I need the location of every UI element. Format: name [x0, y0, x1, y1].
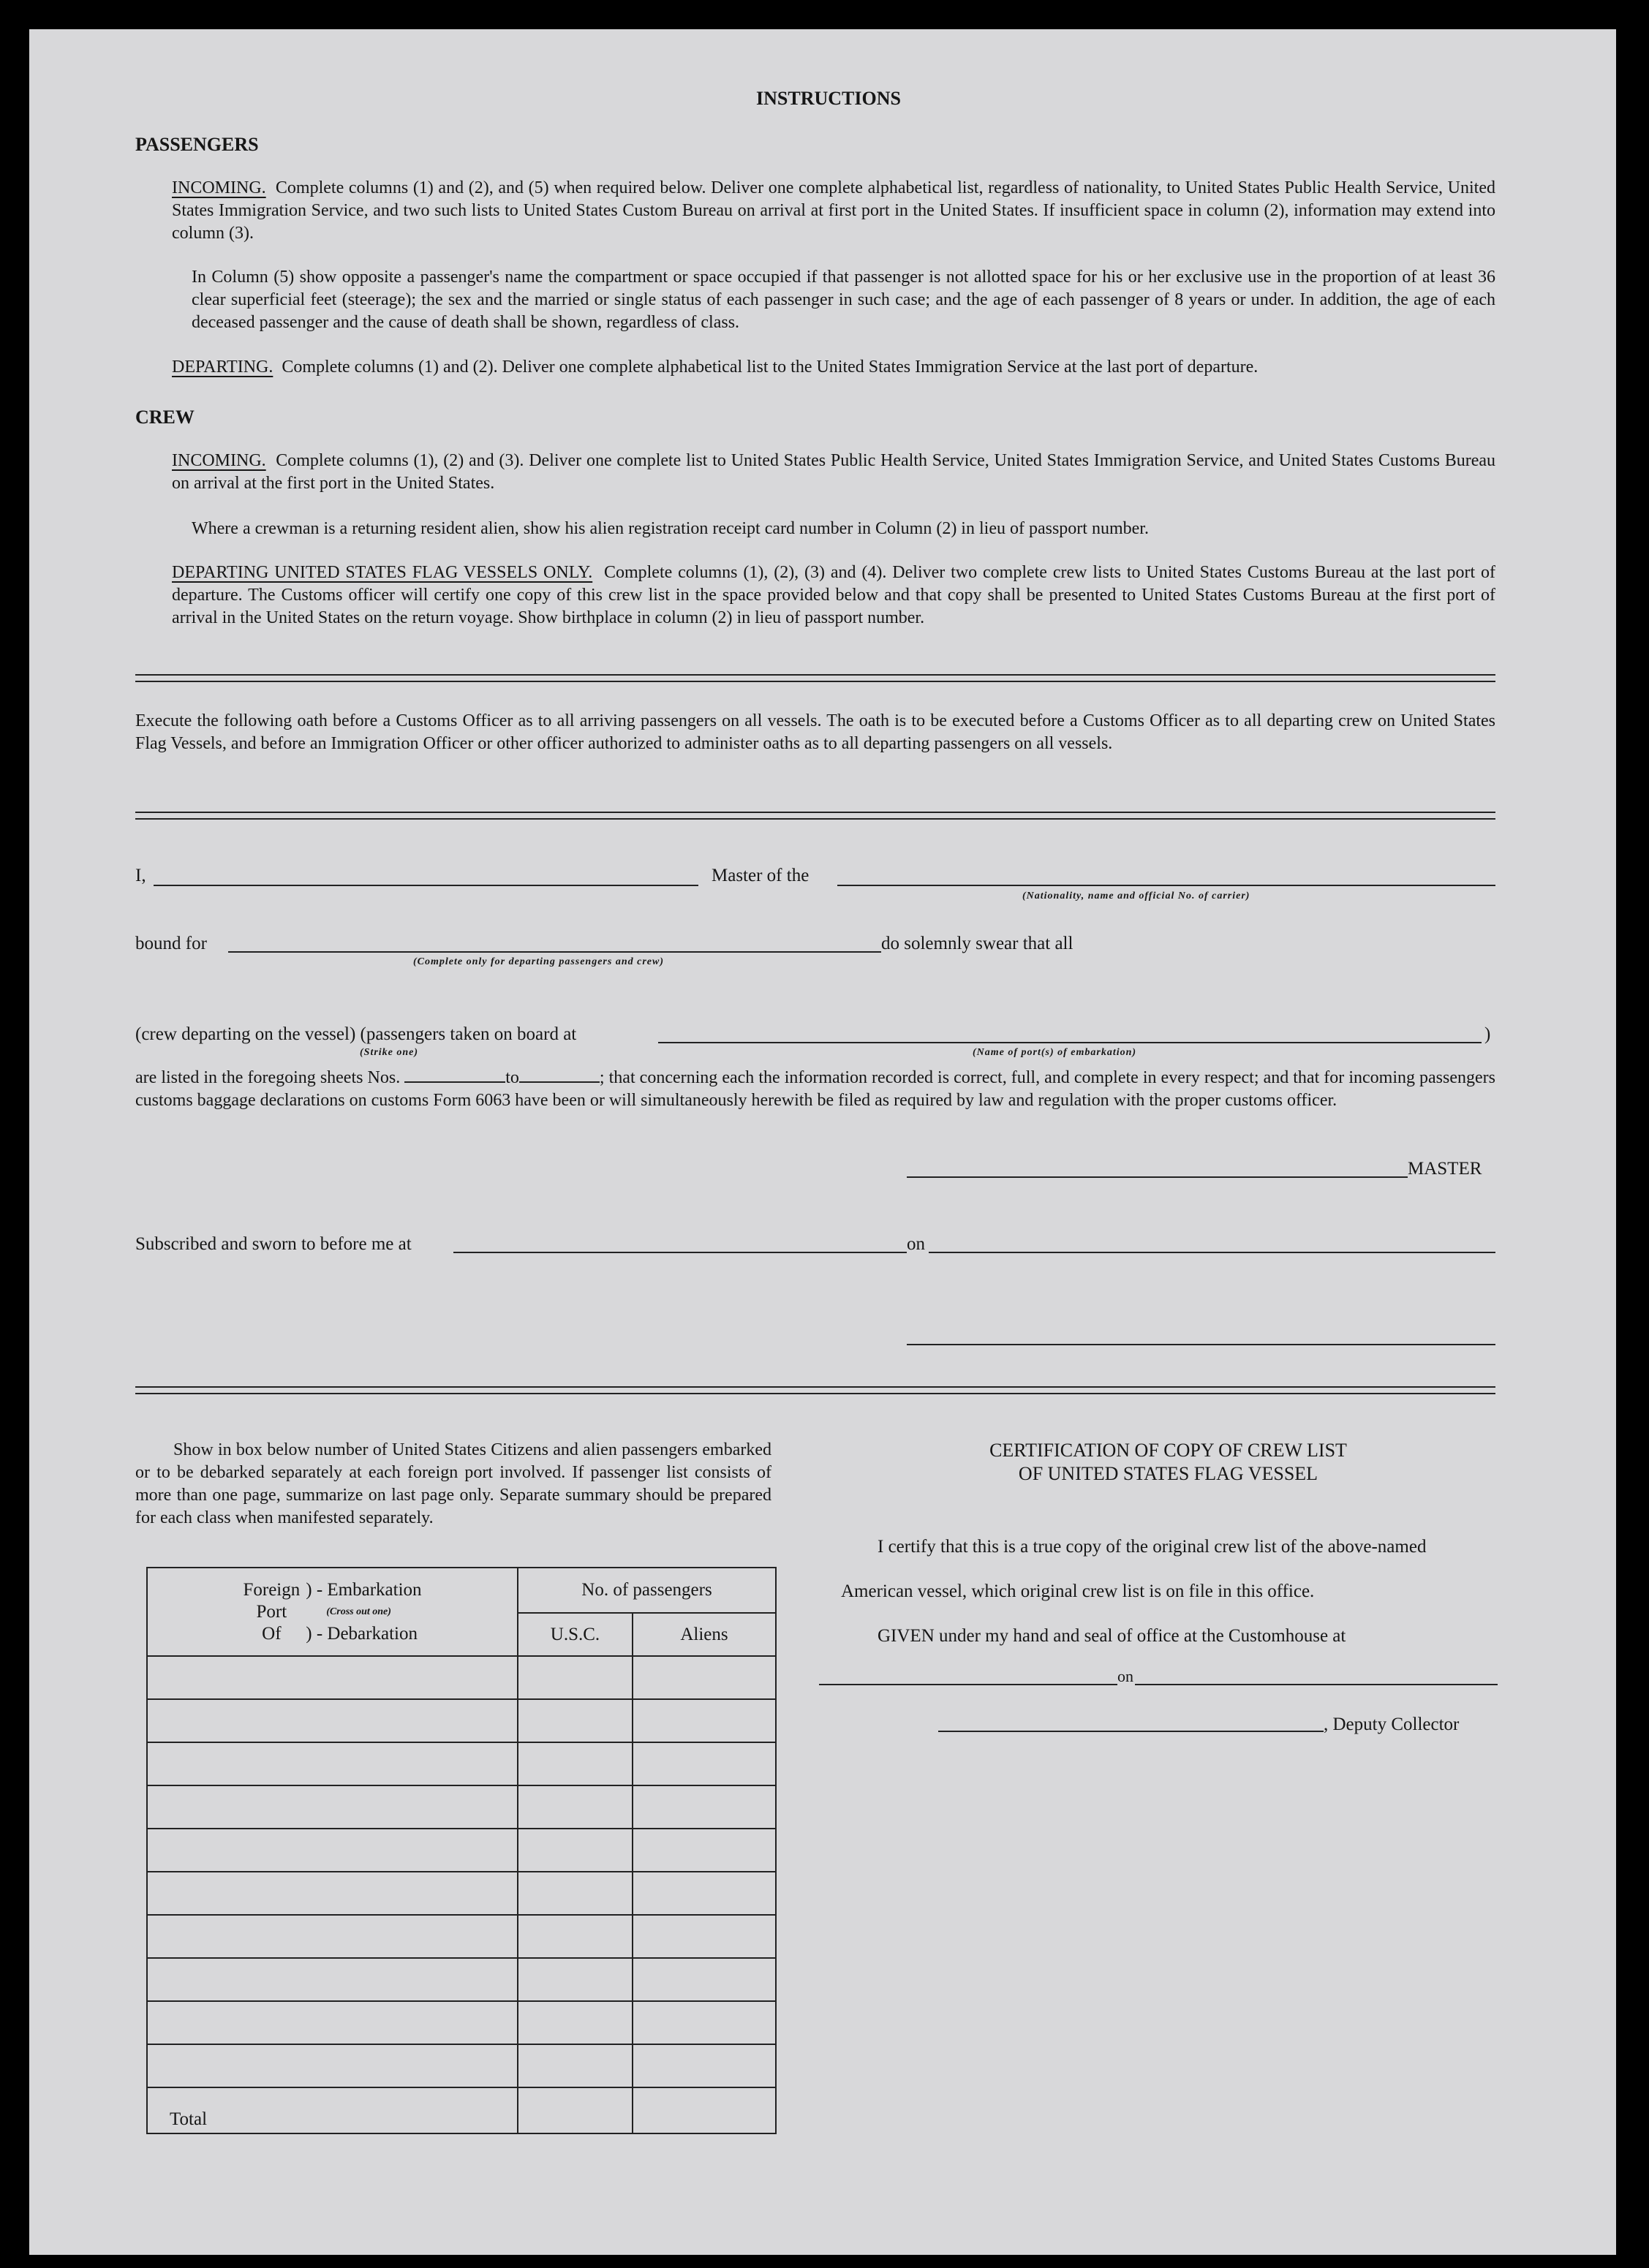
table-header-row [147, 1568, 776, 1613]
section-divider [135, 1386, 1495, 1394]
close-paren: ) [1484, 1024, 1491, 1044]
usc-cell[interactable] [518, 1699, 633, 1742]
sworn-date-field[interactable] [929, 1252, 1495, 1253]
aliens-header: Aliens [633, 1613, 776, 1656]
certification-line1: I certify that this is a true copy of the original crew list of the above-named [878, 1537, 1427, 1557]
certification-place-field[interactable] [819, 1684, 1117, 1685]
embarkation-option[interactable]: - Embarkation [316, 1579, 422, 1600]
swear-text: do solemnly swear that all [881, 934, 1073, 953]
port-cell[interactable] [147, 1742, 518, 1785]
page-title: INSTRUCTIONS [756, 88, 901, 109]
bound-for-field[interactable] [228, 951, 881, 953]
section-divider [135, 812, 1495, 820]
usc-cell[interactable] [518, 1958, 633, 2001]
usc-cell[interactable] [518, 1785, 633, 1829]
crew-departing-label: DEPARTING UNITED STATES FLAG VESSELS ONLY. [172, 563, 593, 582]
bracket-top: ) [306, 1579, 312, 1600]
aliens-cell[interactable] [633, 1829, 776, 1872]
certification-line2: American vessel, which original crew list is on file in this office. [841, 1581, 1315, 1601]
ports-caption: (Name of port(s) of embarkation) [973, 1047, 1137, 1058]
total-label: Total [147, 2087, 518, 2133]
aliens-cell[interactable] [633, 1785, 776, 1829]
bound-for-label: bound for [135, 934, 207, 953]
usc-cell[interactable] [518, 1656, 633, 1699]
crew-departing-text: Complete columns (1), (2), (3) and (4). Deliver two complete crew lists to United States Customs Bureau at the last port of departure. The Customs officer will certify one copy of this crew list in the space provided below and that copy shall be presented to United States Customs Bureau at the first port of arrival in the United States on the return voyage. Show birthplace in column (2) in lieu of passport number. [172, 563, 1495, 627]
master-name-field[interactable] [154, 885, 698, 886]
no-of-passengers-header: No. of passengers [518, 1568, 776, 1613]
of-label: Of [262, 1623, 282, 1644]
port-cell[interactable] [147, 1872, 518, 1915]
passengers-incoming-text: Complete columns (1) and (2), and (5) when required below. Deliver one complete alphabetical list, regardless of nationality, to United States Public Health Service, United States Immigration Service, and two such lists to United States Custom Bureau on arrival at first port in the United States. If insufficient space in column (2), information may extend into column (3). [172, 178, 1495, 243]
strike-one-caption: (Strike one) [360, 1047, 419, 1058]
port-cell[interactable] [147, 2044, 518, 2087]
table-row [147, 1958, 776, 2001]
listed-prefix: are listed in the foregoing sheets Nos. [135, 1068, 401, 1087]
usc-cell[interactable] [518, 2001, 633, 2044]
usc-cell[interactable] [518, 1915, 633, 1958]
certification-title [841, 1439, 1495, 1486]
aliens-cell[interactable] [633, 1958, 776, 2001]
aliens-cell[interactable] [633, 1699, 776, 1742]
passengers-heading: PASSENGERS [135, 134, 259, 155]
aliens-cell[interactable] [633, 1915, 776, 1958]
table-row [147, 1742, 776, 1785]
table-row [147, 1872, 776, 1915]
usc-cell[interactable] [518, 1872, 633, 1915]
sheet-to-field[interactable] [519, 1067, 600, 1083]
crew-resident-paragraph: Where a crewman is a returning resident alien, show his alien registration receipt card number in Column (2) in lieu of passport number. [192, 519, 1149, 538]
sworn-place-field[interactable] [453, 1252, 907, 1253]
listed-paragraph [135, 1067, 1495, 1112]
crew-heading: CREW [135, 407, 195, 428]
foreign-port-header [147, 1568, 518, 1656]
usc-cell[interactable] [518, 1742, 633, 1785]
port-cell[interactable] [147, 1699, 518, 1742]
port-cell[interactable] [147, 1829, 518, 1872]
crew-incoming-text: Complete columns (1), (2) and (3). Deliver one complete list to United States Public Health Service, United States Immigration Service, and United States Customs Bureau on arrival at the first port in the United States. [172, 451, 1496, 493]
table-row [147, 1699, 776, 1742]
debarkation-option[interactable]: - Debarkation [316, 1623, 418, 1644]
total-row [147, 2087, 776, 2133]
certification-title-line1: CERTIFICATION OF COPY OF CREW LIST [989, 1440, 1347, 1461]
certification-date-field[interactable] [1135, 1684, 1498, 1685]
port-label: Port [256, 1601, 287, 1622]
sheet-from-field[interactable] [404, 1067, 505, 1083]
oath-i-label: I, [135, 866, 146, 885]
table-row [147, 1785, 776, 1829]
port-cell[interactable] [147, 1785, 518, 1829]
aliens-cell[interactable] [633, 1742, 776, 1785]
aliens-cell[interactable] [633, 2044, 776, 2087]
usc-total-cell[interactable] [518, 2087, 633, 2133]
passengers-column5-paragraph: In Column (5) show opposite a passenger's name the compartment or space occupied if that passenger is not allotted space for his or her exclusive use in the proportion of at least 36 clear superficial feet (steerage); the sex and the married or single status of each passenger in such case; and the age of each passenger of 8 years or under. In addition, the age of each deceased passenger and the cause of death shall be shown, regardless of class. [192, 268, 1495, 332]
certification-line3: GIVEN under my hand and seal of office at the Customhouse at [878, 1626, 1346, 1646]
deputy-collector-signature-field[interactable] [938, 1731, 1324, 1732]
cross-out-caption: (Cross out one) [326, 1606, 391, 1617]
aliens-cell[interactable] [633, 1872, 776, 1915]
summary-instructions: Show in box below number of United States Citizens and alien passengers embarked or to be debarked separately at each foreign port involved. If passenger list consists of more than one page, summarize on last page only. Separate summary should be prepared for each class when manifested separately. [135, 1440, 771, 1527]
section-divider [135, 674, 1495, 682]
passengers-departing-text: Complete columns (1) and (2). Deliver one complete alphabetical list to the United States Immigration Service at the last port of departure. [282, 358, 1259, 377]
nationality-caption: (Nationality, name and official No. of carrier) [1022, 891, 1250, 901]
table-row [147, 2001, 776, 2044]
certification-on-label: on [1117, 1667, 1133, 1685]
usc-header: U.S.C. [518, 1613, 633, 1656]
master-label: MASTER [1408, 1159, 1482, 1179]
certification-title-line2: OF UNITED STATES FLAG VESSEL [1018, 1463, 1318, 1484]
usc-cell[interactable] [518, 2044, 633, 2087]
crew-incoming-paragraph [172, 450, 1495, 495]
port-cell[interactable] [147, 2001, 518, 2044]
crew-departing-paragraph [172, 562, 1495, 630]
officer-signature-field[interactable] [907, 1344, 1495, 1345]
table-row [147, 2044, 776, 2087]
embarkation-ports-field[interactable] [658, 1042, 1482, 1043]
oath-intro-paragraph: Execute the following oath before a Customs Officer as to all arriving passengers on all vessels. The oath is to be executed before a Customs Officer as to all departing crew on United States Flag Vessels, and before an Immigration Officer or other officer authorized to administer oaths as to all departing passengers on all vessels. [135, 711, 1495, 753]
complete-only-caption: (Complete only for departing passengers and crew) [413, 956, 664, 967]
table-row [147, 1915, 776, 1958]
master-signature-field[interactable] [907, 1176, 1408, 1178]
passengers-departing-label: DEPARTING. [172, 358, 273, 377]
port-cell[interactable] [147, 1958, 518, 2001]
port-cell[interactable] [147, 1915, 518, 1958]
crew-incoming-label: INCOMING. [172, 451, 266, 470]
master-of-the-label: Master of the [712, 866, 810, 885]
aliens-total-cell[interactable] [633, 2087, 776, 2133]
aliens-cell[interactable] [633, 1656, 776, 1699]
table-row [147, 1829, 776, 1872]
passengers-departing-paragraph [172, 356, 1495, 379]
sheet-to-label: to [505, 1068, 519, 1087]
crew-departing-text: (crew departing on the vessel) (passengers taken on board at [135, 1024, 577, 1044]
subscribed-label: Subscribed and sworn to before me at [135, 1234, 412, 1254]
deputy-collector-label: , Deputy Collector [1324, 1715, 1460, 1734]
passengers-incoming-label: INCOMING. [172, 178, 266, 197]
sworn-on-label: on [907, 1234, 925, 1254]
listed-text: ; that concerning each the information recorded is correct, full, and complete in every respect; and that for incoming passengers customs baggage declarations on customs Form 6063 have been or will simultaneously herewith be filed as required by law and regulation with the proper customs officer. [135, 1068, 1496, 1110]
port-cell[interactable] [147, 1656, 518, 1699]
foreign-label: Foreign [243, 1579, 301, 1600]
carrier-field[interactable] [837, 885, 1495, 886]
aliens-cell[interactable] [633, 2001, 776, 2044]
passengers-incoming-paragraph [172, 177, 1495, 245]
usc-cell[interactable] [518, 1829, 633, 1872]
table-row [147, 1656, 776, 1699]
bracket-bottom: ) [306, 1623, 312, 1644]
passenger-summary-table [146, 1567, 777, 2134]
